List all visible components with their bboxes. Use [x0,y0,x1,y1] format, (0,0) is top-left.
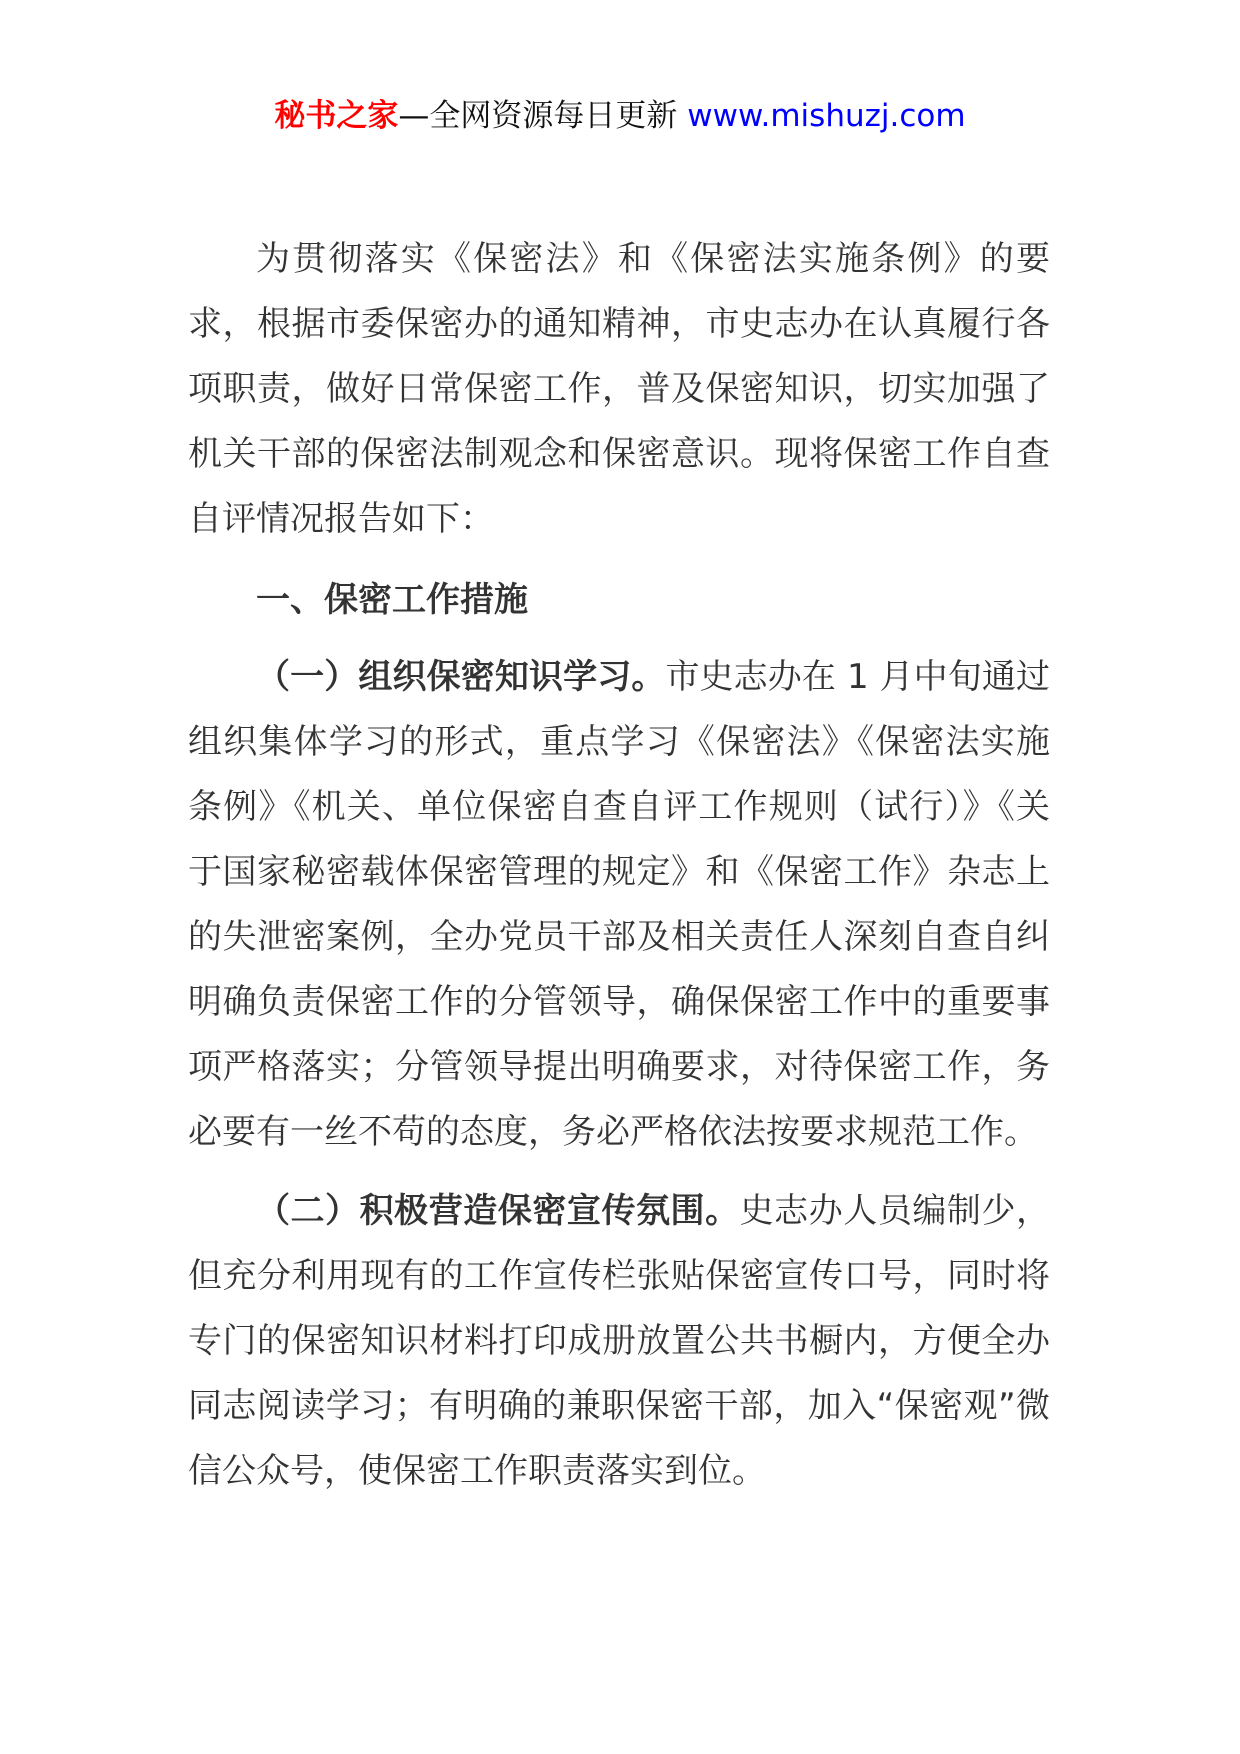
item-paragraph-1 [188,645,1050,1165]
item-text-1: 市史志办在 1 月中旬通过组织集体学习的形式，重点学习《保密法》《保密法实施条例》《机关、单位保密自查自评工作规则（试行）》《关于国家秘密载体保密管理的规定》和《保密工作》杂志上的失泄密案例，全办党员干部及相关责任人深刻自查自纠明确负责保密工作的分管领导，确保保密工作中的重要事项严格落实；分管领导提出明确要求，对待保密工作，务必要有一丝不苟的态度，务必严格依法按要求规范工作。 [188,657,1050,1152]
document-body [188,227,1050,1504]
page-header [0,96,1240,136]
item-text-2: 史志办人员编制少，但充分利用现有的工作宣传栏张贴保密宣传口号，同时将专门的保密知识材料打印成册放置公共书橱内，方便全办同志阅读学习；有明确的兼职保密干部，加入“保密观”微信公众号，使保密工作职责落实到位。 [188,1191,1051,1491]
item-lead-1: （一）组织保密知识学习。 [256,657,666,697]
header-tagline: —全网资源每日更新 [398,98,678,134]
item-lead-2: （二）积极营造保密宣传氛围。 [256,1191,740,1231]
section-heading: 一、保密工作措施 [256,580,528,620]
site-url-link[interactable]: www.mishuzj.com [687,98,966,134]
brand-name: 秘书之家 [274,98,399,134]
item-paragraph-2 [188,1179,1050,1504]
intro-paragraph: 为贯彻落实《保密法》和《保密法实施条例》的要求，根据市委保密办的通知精神，市史志办在认真履行各项职责，做好日常保密工作，普及保密知识，切实加强了机关干部的保密法制观念和保密意识。现将保密工作自查自评情况报告如下： [188,239,1050,539]
